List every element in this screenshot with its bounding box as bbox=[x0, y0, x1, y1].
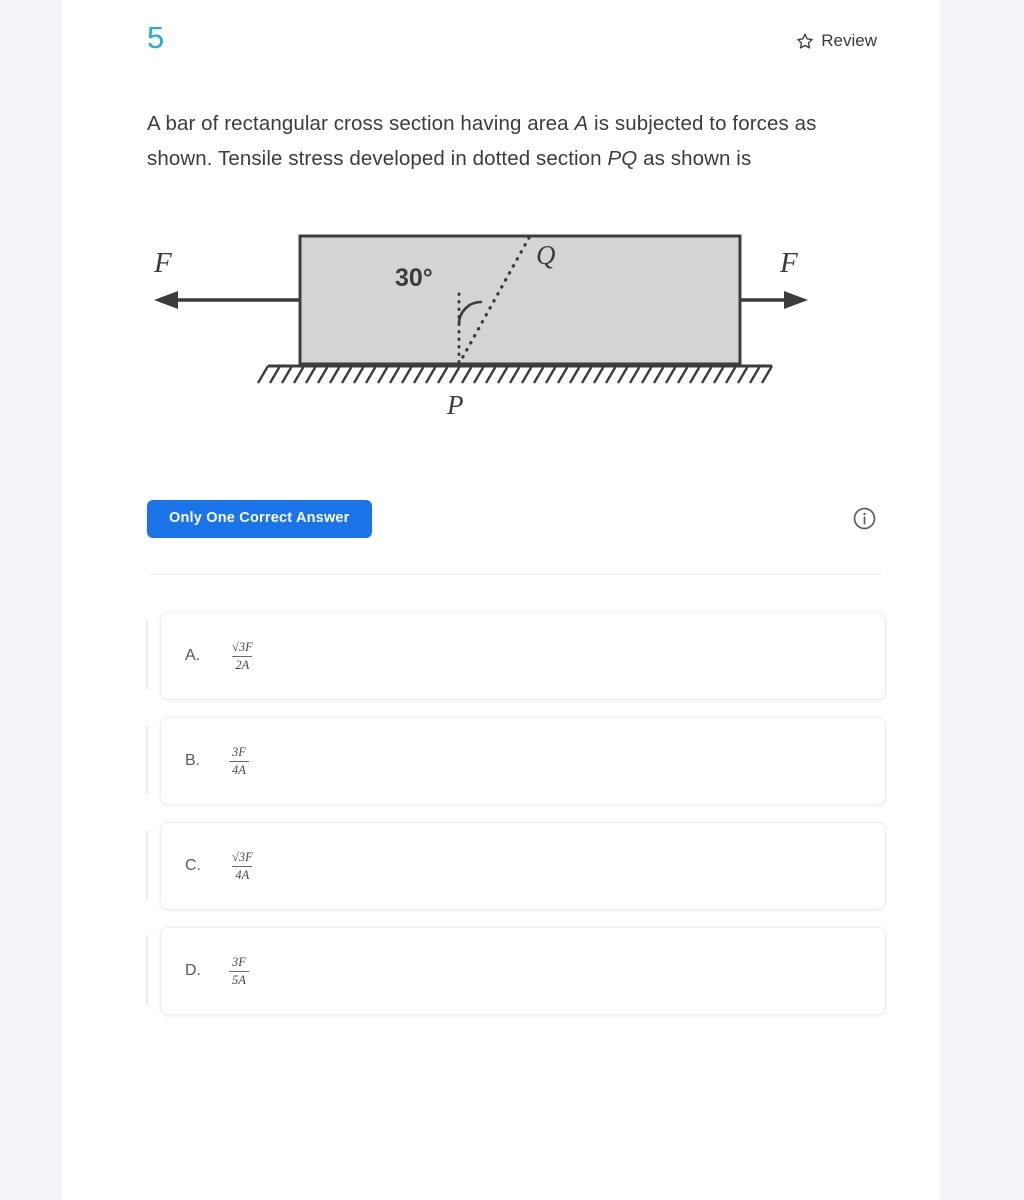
option-c-denominator: 4A bbox=[232, 866, 252, 883]
info-circle-icon[interactable] bbox=[852, 506, 877, 531]
option-d-label: D. bbox=[185, 962, 201, 979]
question-var-area: A bbox=[574, 112, 589, 135]
option-a-value bbox=[229, 640, 256, 673]
option-accent-bar bbox=[146, 830, 148, 900]
answer-type-row bbox=[147, 500, 877, 542]
ground-hatching bbox=[258, 366, 772, 383]
question-line-2: subjected to forces as shown. Tensile stress developed in bbox=[147, 112, 817, 171]
option-b-label: B. bbox=[185, 752, 201, 769]
option-a-numerator: √3F bbox=[232, 639, 253, 654]
option-c-value bbox=[229, 850, 256, 883]
options-list bbox=[146, 612, 886, 1032]
option-b-denominator: 4A bbox=[229, 761, 249, 778]
option-wrapper-a bbox=[146, 612, 886, 700]
label-point-q: Q bbox=[536, 240, 556, 270]
option-wrapper-b bbox=[146, 717, 886, 805]
question-line-3b: as shown is bbox=[637, 147, 752, 171]
review-button[interactable] bbox=[796, 31, 877, 51]
option-a[interactable] bbox=[160, 612, 886, 700]
label-force-right: F bbox=[780, 247, 798, 279]
diagram-svg bbox=[140, 228, 820, 418]
option-accent-bar bbox=[146, 725, 148, 795]
star-outline-icon bbox=[796, 32, 814, 50]
option-accent-bar bbox=[146, 935, 148, 1005]
label-force-left: F bbox=[154, 247, 172, 279]
option-d-denominator: 5A bbox=[229, 971, 249, 988]
option-wrapper-c bbox=[146, 822, 886, 910]
option-b-value bbox=[229, 745, 249, 778]
option-c-numerator: √3F bbox=[232, 849, 253, 864]
bar-rect bbox=[300, 236, 740, 364]
section-divider bbox=[147, 574, 882, 575]
question-header bbox=[147, 22, 877, 70]
option-a-label: A. bbox=[185, 647, 201, 664]
question-number: 5 bbox=[147, 20, 165, 55]
physics-diagram bbox=[140, 228, 820, 418]
option-b[interactable] bbox=[160, 717, 886, 805]
option-accent-bar bbox=[146, 620, 148, 690]
label-angle: 30° bbox=[395, 264, 433, 292]
option-c[interactable] bbox=[160, 822, 886, 910]
option-d-value bbox=[229, 955, 249, 988]
label-point-p: P bbox=[447, 390, 464, 418]
review-label: Review bbox=[821, 31, 877, 50]
option-d-numerator: 3F bbox=[232, 954, 246, 969]
only-one-correct-answer-badge[interactable]: Only One Correct Answer bbox=[147, 500, 372, 538]
question-var-pq: PQ bbox=[607, 147, 638, 171]
question-text bbox=[147, 106, 872, 177]
question-line-3a: dotted section bbox=[472, 147, 608, 171]
force-arrow-left bbox=[154, 291, 300, 309]
option-a-denominator: 2A bbox=[232, 656, 252, 673]
question-line-1b: is bbox=[588, 112, 610, 135]
option-b-numerator: 3F bbox=[232, 744, 246, 759]
question-card bbox=[62, 0, 940, 1200]
option-d[interactable] bbox=[160, 927, 886, 1015]
force-arrow-right bbox=[740, 291, 808, 309]
option-c-label: C. bbox=[185, 857, 201, 874]
option-wrapper-d bbox=[146, 927, 886, 1015]
question-line-1a: A bar of rectangular cross section having area bbox=[147, 112, 575, 135]
